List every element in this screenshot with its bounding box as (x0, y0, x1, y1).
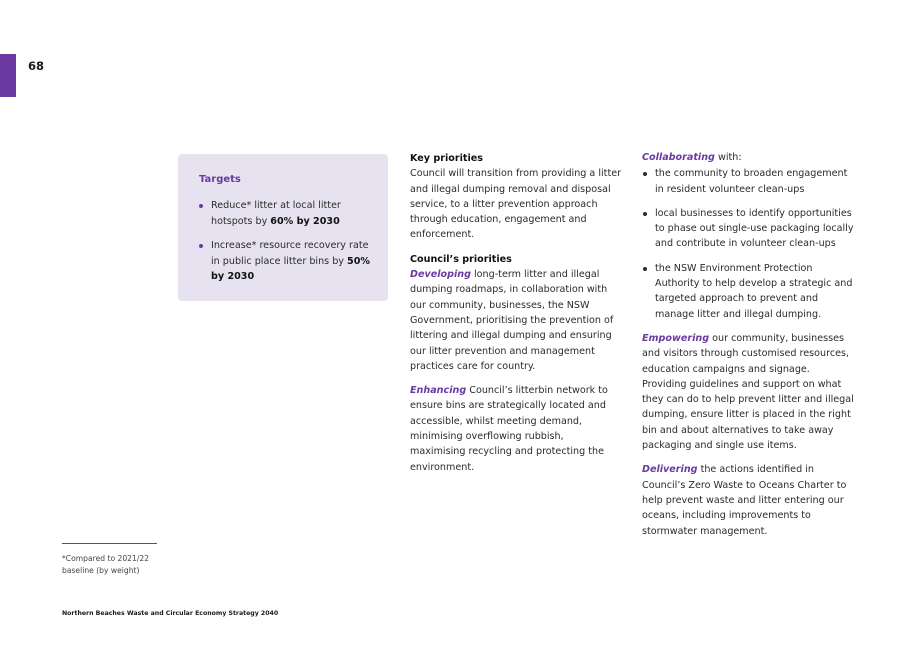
page-tab-marker (0, 54, 16, 97)
key-priorities-paragraph (410, 151, 622, 243)
middle-column (410, 151, 622, 484)
targets-title: Targets (199, 174, 241, 185)
key-priorities-heading: Key priorities (410, 153, 483, 164)
targets-list (199, 198, 370, 285)
footnote-divider (62, 543, 157, 544)
collaborating-list (642, 166, 856, 322)
developing-text: long-term litter and illegal dumping roadmaps, in collaboration with our community, businesses, the NSW Government, prioritising the prevention of littering and illegal dumping and ensuring our litter prevention and management practices care for country. (410, 269, 614, 372)
right-column (642, 150, 856, 548)
target-item: Reduce* litter at local litter hotspots by 60% by 2030 (199, 198, 370, 229)
list-item: the community to broaden engagement in resident volunteer clean-ups (642, 166, 856, 197)
footnote: *Compared to 2021/22 baseline (by weight) (62, 554, 150, 575)
target-item: Increase* resource recovery rate in public place litter bins by 50% by 2030 (199, 238, 370, 285)
document-footer: Northern Beaches Waste and Circular Economy Strategy 2040 (62, 610, 279, 617)
developing-keyword: Developing (410, 269, 471, 281)
empowering-keyword: Empowering (642, 332, 710, 344)
targets-box (178, 154, 388, 301)
delivering-paragraph: Delivering the actions identified in Council’s Zero Waste to Oceans Charter to help prevent waste and litter entering our oceans, including improvements to stormwater management. (642, 464, 847, 537)
enhancing-keyword: Enhancing (410, 385, 467, 397)
council-priorities-paragraph (410, 252, 622, 374)
collaborating-intro: Collaborating with: (642, 152, 742, 163)
enhancing-paragraph (410, 383, 622, 475)
enhancing-text: Council’s litterbin network to ensure bins are strategically located and accessible, whilst meeting demand, minimising overflowing rubbish, maximising recycling and protecting the environment. (410, 385, 608, 473)
empowering-paragraph: Empowering our community, businesses and visitors through customised resources, education campaigns and signage. Providing guidelines and support on what they can do to help prevent litter and illegal dumping, ensure litter is placed in the right bin and about alternatives to take away packaging and single use items. (642, 332, 854, 452)
delivering-keyword: Delivering (642, 464, 698, 476)
page-number: 68 (28, 59, 45, 73)
collaborating-keyword: Collaborating (642, 152, 715, 163)
list-item: the NSW Environment Protection Authority to help develop a strategic and targeted approach to prevent and manage litter and illegal dumping. (642, 261, 856, 322)
council-priorities-heading: Council’s priorities (410, 253, 512, 265)
list-item: local businesses to identify opportunities to phase out single-use packaging locally and contribute in volunteer clean-ups (642, 206, 856, 252)
key-priorities-text: Council will transition from providing a litter and illegal dumping removal and disposal service, to a litter prevention approach through education, engagement and enforcement. (410, 168, 622, 241)
